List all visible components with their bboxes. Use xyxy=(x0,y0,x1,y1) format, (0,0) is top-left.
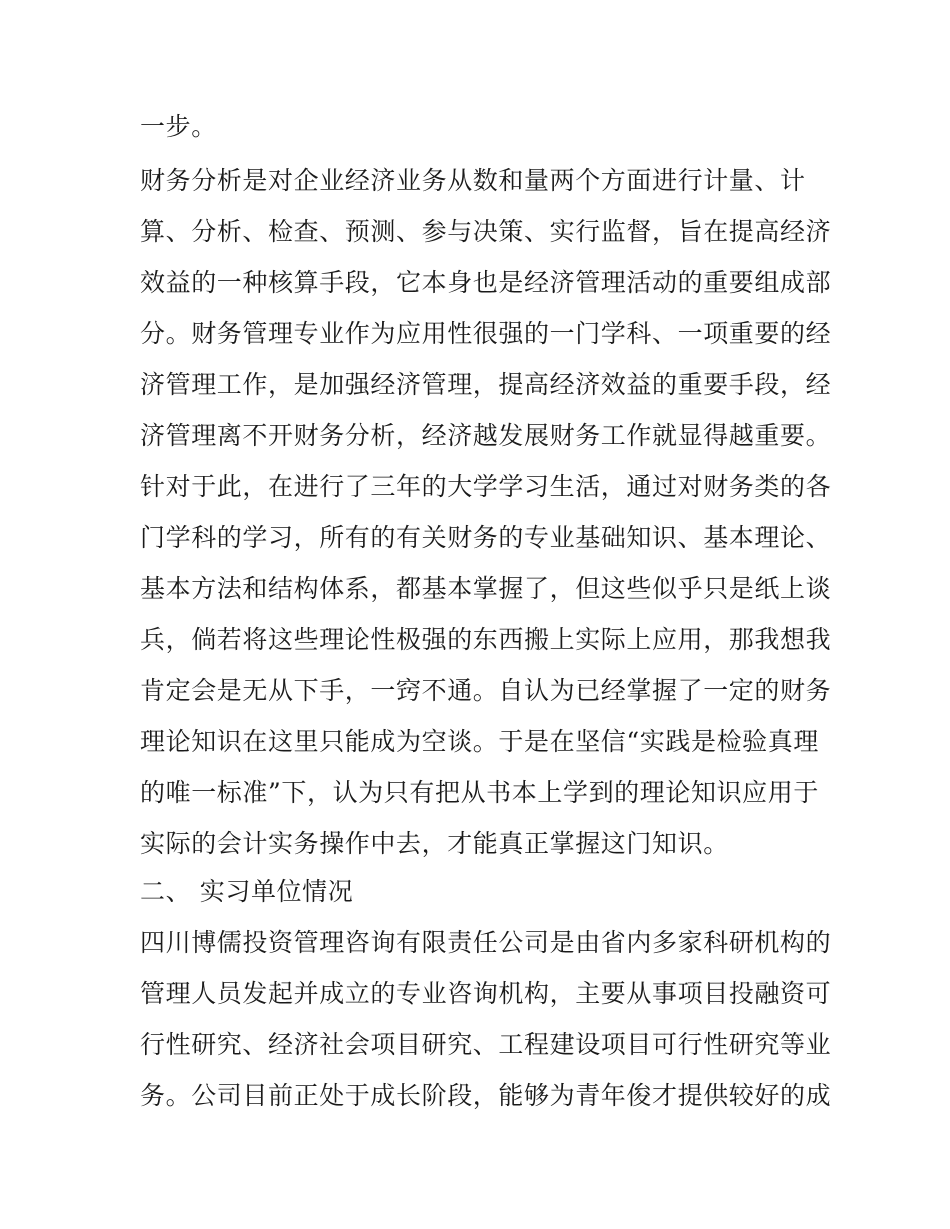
text-line: 的唯一标准”下，认为只有把从书本上学到的理论知识应用于 xyxy=(140,778,819,807)
text-line: 效益的一种核算手段，它本身也是经济管理活动的重要组成部 xyxy=(140,268,832,297)
text-line: 济管理离不开财务分析，经济越发展财务工作就显得越重要。 xyxy=(140,421,832,450)
text-line: 务。公司目前正处于成长阶段，能够为青年俊才提供较好的成 xyxy=(140,1081,832,1110)
text-line: 肯定会是无从下手，一窍不通。自认为已经掌握了一定的财务 xyxy=(140,676,832,705)
text-line: 一步。 xyxy=(140,112,217,141)
text-line: 兵，倘若将这些理论性极强的东西搬上实际上应用，那我想我 xyxy=(140,625,832,654)
text-line: 基本方法和结构体系，都基本掌握了，但这些似乎只是纸上谈 xyxy=(140,574,832,603)
text-line: 济管理工作，是加强经济管理，提高经济效益的重要手段，经 xyxy=(140,370,832,399)
text-line: 实际的会计实务操作中去，才能真正掌握这门知识。 xyxy=(140,829,729,858)
text-line: 针对于此，在进行了三年的大学学习生活，通过对财务类的各 xyxy=(140,472,832,501)
text-line: 财务分析是对企业经济业务从数和量两个方面进行计量、计 xyxy=(140,166,806,195)
section-heading: 二、 实习单位情况 xyxy=(140,877,354,906)
text-line: 门学科的学习，所有的有关财务的专业基础知识、基本理论、 xyxy=(140,523,832,552)
text-line: 算、分析、检查、预测、参与决策、实行监督，旨在提高经济 xyxy=(140,217,832,246)
text-line: 行性研究、经济社会项目研究、工程建设项目可行性研究等业 xyxy=(140,1030,832,1059)
text-line: 四川博儒投资管理咨询有限责任公司是由省内多家科研机构的 xyxy=(140,928,832,957)
text-line: 管理人员发起并成立的专业咨询机构，主要从事项目投融资可 xyxy=(140,979,832,1008)
text-line: 分。财务管理专业作为应用性很强的一门学科、一项重要的经 xyxy=(140,319,832,348)
text-line: 理论知识在这里只能成为空谈。于是在坚信“实践是检验真理 xyxy=(140,727,819,756)
